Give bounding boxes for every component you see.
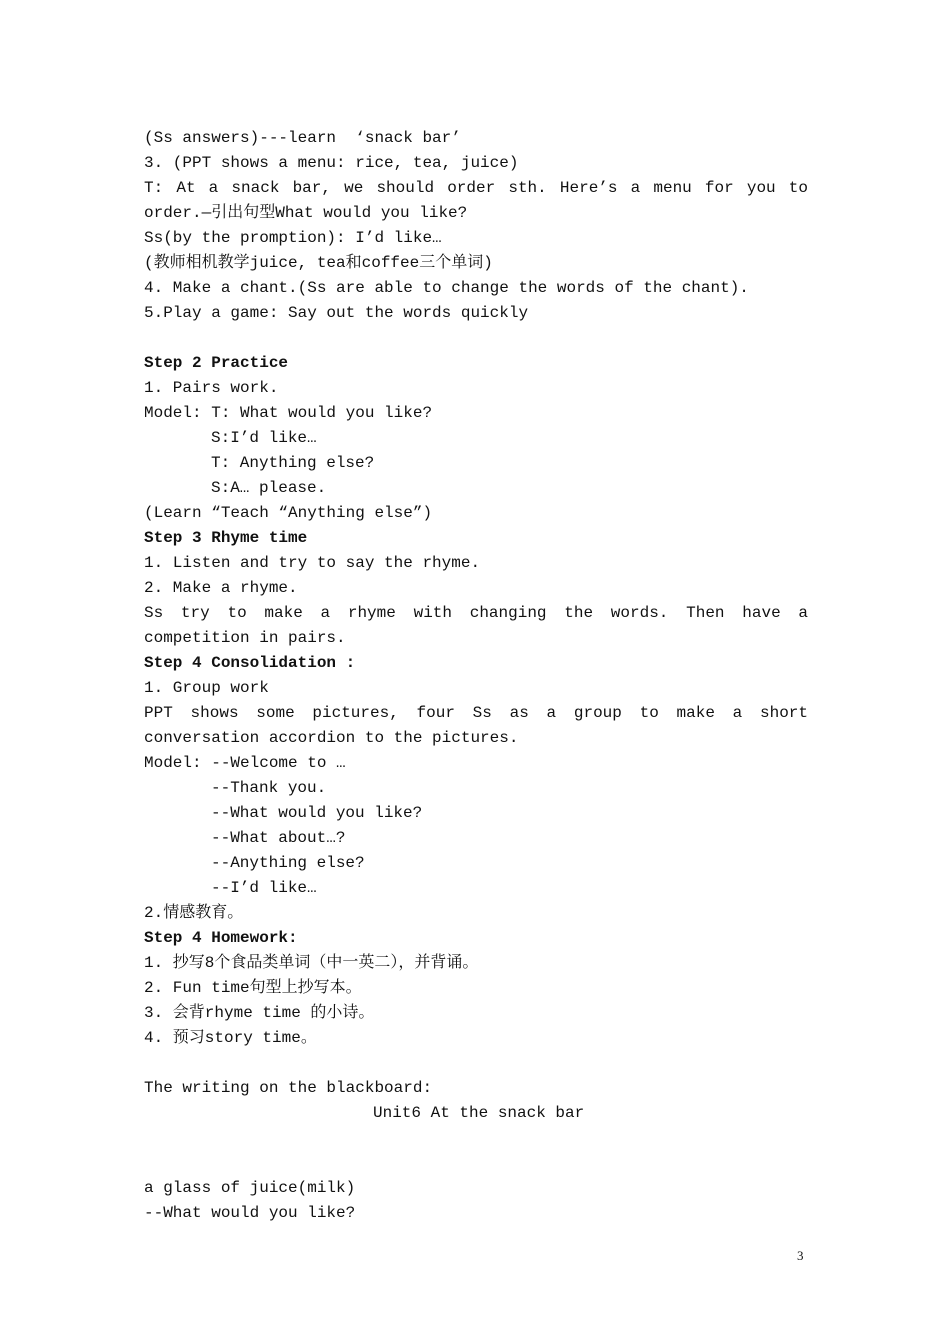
text-line: Model: --Welcome to … — [144, 754, 346, 772]
homework-item: 1. 抄写8个食品类单词（中一英二），并背诵。 — [144, 954, 479, 972]
dialogue-line: --What about…? — [211, 829, 346, 847]
dialogue-line: --Thank you. — [211, 779, 327, 797]
homework-item: 3. 会背rhyme time 的小诗。 — [144, 1004, 375, 1022]
step4-heading: Step 4 Consolidation : — [144, 654, 356, 672]
dialogue-line: S:A… please. — [211, 479, 327, 497]
dialogue-line: --I’d like… — [211, 879, 317, 897]
text-line: 1. Group work — [144, 679, 269, 697]
blackboard-intro: The writing on the blackboard: — [144, 1079, 433, 1097]
text-line: (Learn “Teach “Anything else”) — [144, 504, 433, 522]
text-line: 3. (PPT shows a menu: rice, tea, juice) — [144, 154, 519, 172]
page-number: 3 — [797, 1248, 804, 1263]
text-line: T: At a snack bar, we should order sth. Here’s a menu for you to — [144, 179, 808, 197]
text-line: 2.情感教育。 — [144, 904, 244, 922]
text-line: conversation accordion to the pictures. — [144, 729, 519, 747]
text-line: competition in pairs. — [144, 629, 346, 647]
blackboard-title: Unit6 At the snack bar — [373, 1104, 585, 1122]
text-line: (Ss answers)---learn ‘snack bar’ — [144, 129, 461, 147]
dialogue-line: --What would you like? — [211, 804, 423, 822]
text-line: Ss(by the promption): I’d like… — [144, 229, 442, 247]
text-line: 5.Play a game: Say out the words quickly — [144, 304, 529, 322]
text-line: 1. Pairs work. — [144, 379, 279, 397]
homework-item: 2. Fun time句型上抄写本。 — [144, 979, 362, 997]
text-line: (教师相机教学juice, tea和coffee三个单词) — [144, 254, 493, 272]
dialogue-line: T: Anything else? — [211, 454, 375, 472]
food-row — [144, 1151, 808, 1176]
homework-heading: Step 4 Homework: — [144, 929, 298, 947]
text-line: a glass of juice(milk) — [144, 1179, 356, 1197]
text-line: 4. Make a chant.(Ss are able to change the words of the chant). — [144, 279, 749, 297]
text-line: --What would you like? — [144, 1204, 356, 1222]
lesson-plan-text — [144, 126, 808, 1226]
text-line: PPT shows some pictures, four Ss as a group to make a short — [144, 704, 808, 722]
homework-item: 4. 预习story time。 — [144, 1029, 317, 1047]
step3-heading: Step 3 Rhyme time — [144, 529, 308, 547]
text-line: order.—引出句型What would you like? — [144, 204, 468, 222]
dialogue-line: S:I’d like… — [211, 429, 317, 447]
text-line: 2. Make a rhyme. — [144, 579, 298, 597]
text-line: Model: T: What would you like? — [144, 404, 433, 422]
dialogue-line: --Anything else? — [211, 854, 365, 872]
text-line: 1. Listen and try to say the rhyme. — [144, 554, 481, 572]
text-line: Ss try to make a rhyme with changing the words. Then have a — [144, 604, 808, 622]
step2-heading: Step 2 Practice — [144, 354, 289, 372]
